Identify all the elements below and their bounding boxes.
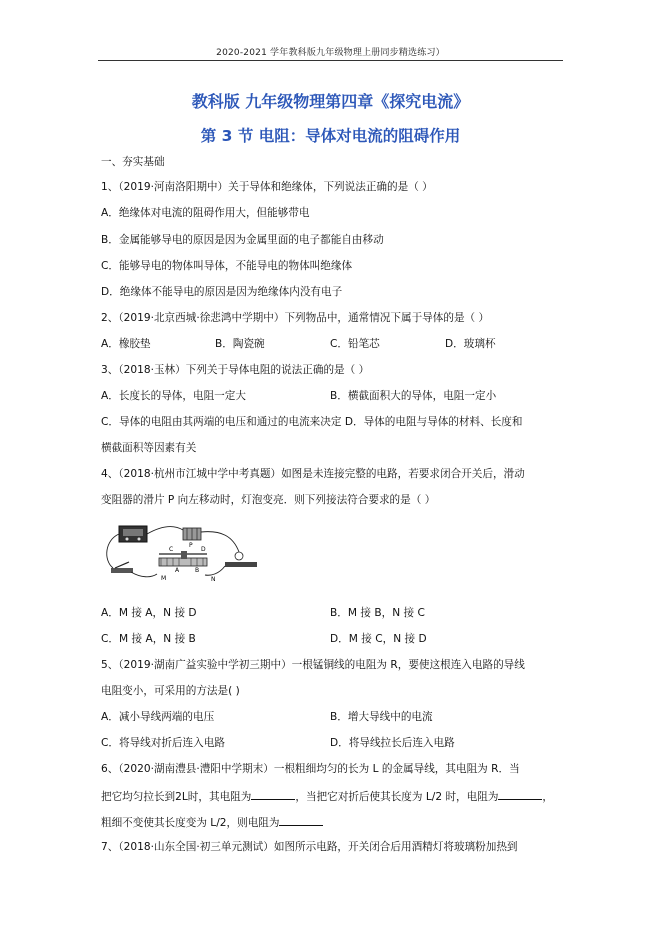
q5-option-c: C．将导线对折后连入电路 [101,737,225,749]
q6-blank-3 [279,814,323,826]
q1-option-c: C．能够导电的物体叫导体，不能导电的物体叫绝缘体 [101,260,353,272]
power-supply [119,526,147,542]
q2-option-b: B．陶瓷碗 [215,338,265,350]
q3-stem: 3、（2018·玉林）下列关于导体电阻的说法正确的是（ ） [101,364,370,376]
q5-option-d: D．将导线拉长后连入电路 [330,737,455,749]
rheostat [159,551,207,566]
q4-stem-line2: 变阻器的滑片 P 向左移动时，灯泡变亮．则下列接法符合要求的是（ ） [101,494,436,506]
q6-text-b: ，当把它对折后使其长度为 L/2 时，电阻为 [295,791,499,803]
circuit-figure [101,520,259,584]
q2-option-d: D．玻璃杯 [445,338,496,350]
label-b: B [195,567,200,574]
label-d: D [201,546,206,553]
q5-option-a: A．减小导线两端的电压 [101,711,215,723]
q4-option-d: D．M 接 C，N 接 D [330,633,427,645]
label-p: P [189,542,193,549]
q6-stem-line1: 6、（2020·湖南澧县·澧阳中学期末）一根粗细均匀的长为 L 的金属导线，其电阻为 R．当 [101,763,520,775]
q5-option-b: B．增大导线中的电流 [330,711,433,723]
q1-stem: 1、（2019·河南洛阳期中）关于导体和绝缘体，下列说法正确的是（ ） [101,181,433,193]
q4-option-a: A．M 接 A，N 接 D [101,607,197,619]
section-title: 第 3 节 电阻：导体对电流的阻碍作用 [200,127,461,145]
q5-stem-line2: 电阻变小，可采用的方法是( ) [101,685,240,697]
chapter-title: 教科版 九年级物理第四章《探究电流》 [191,92,470,111]
q7-stem-line1: 7、（2018·山东全国·初三单元测试）如图所示电路，开关闭合后用酒精灯将玻璃粉加热到 [101,841,518,853]
q6-text-d: 粗细不变使其长度变为 L/2，则电阻为 [101,817,280,829]
q4-option-b: B．M 接 B，N 接 C [330,607,425,619]
label-c: C [169,546,174,553]
battery-pack [183,528,201,540]
label-a: A [175,567,180,574]
page-header: 2020-2021 学年教科版九年级物理上册同步精选练习） [216,48,445,58]
q3-option-d-cont: 横截面积等因素有关 [101,442,197,454]
q6-stem-line3 [101,814,323,830]
q1-option-b: B．金属能够导电的原因是因为金属里面的电子都能自由移动 [101,234,384,246]
q1-option-a: A．绝缘体对电流的阻碍作用大，但能够带电 [101,207,310,219]
label-n: N [211,576,216,583]
q1-option-d: D．绝缘体不能导电的原因是因为绝缘体内没有电子 [101,286,343,298]
q3-option-a: A．长度长的导体，电阻一定大 [101,390,246,402]
switch [111,562,133,573]
lamp [225,552,257,567]
section-heading: 一、夯实基础 [101,156,165,168]
header-rule [98,60,563,61]
q2-stem: 2、（2019·北京西城·徐悲鸿中学期中）下列物品中，通常情况下属于导体的是（ ） [101,312,490,324]
q6-stem-line2 [101,788,553,804]
q6-text-c: ， [542,791,554,803]
q2-option-c: C．铅笔芯 [330,338,380,350]
q6-blank-1 [251,788,295,800]
label-m: M [161,575,167,582]
q2-option-a: A．橡胶垫 [101,338,151,350]
q5-stem-line1: 5、（2019·湖南广益实验中学初三期中）一根锰铜线的电阻为 R，要使这根连入电路的导线 [101,659,525,671]
q6-text-a: 把它均匀拉长到2L时，其电阻为 [101,791,252,803]
q3-option-c: C．导体的电阻由其两端的电压和通过的电流来决定 D．导体的电阻与导体的材料、长度和 [101,416,523,428]
q4-option-c: C．M 接 A，N 接 B [101,633,196,645]
q3-option-b: B．横截面积大的导体，电阻一定小 [330,390,497,402]
q4-stem-line1: 4、（2018·杭州市江城中学中考真题）如图是未连接完整的电路，若要求闭合开关后，滑动 [101,468,525,480]
q6-blank-2 [498,788,542,800]
